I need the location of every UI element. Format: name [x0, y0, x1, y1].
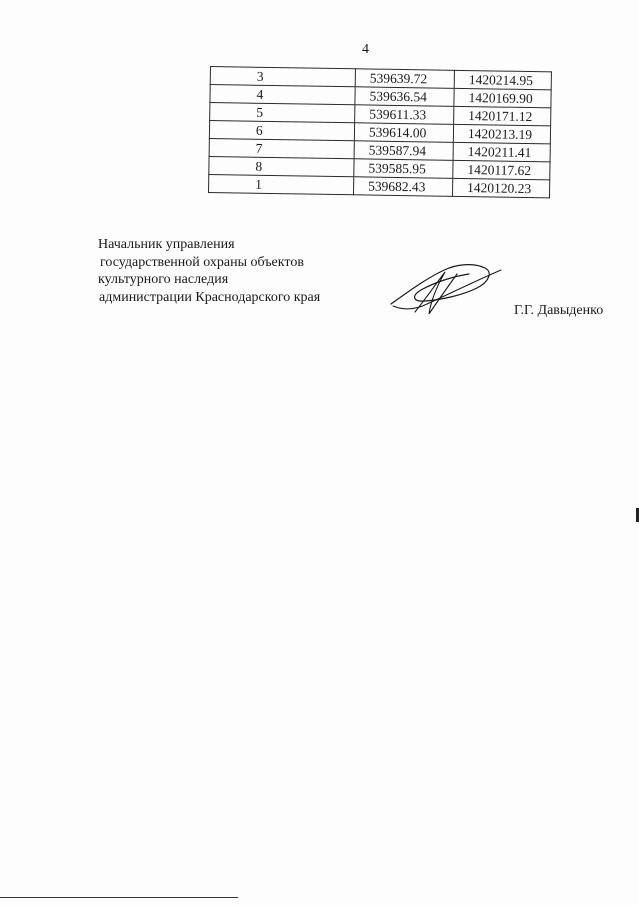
- coordinates-table: [208, 66, 552, 198]
- position-line: администрации Краснодарского края: [99, 289, 321, 305]
- x-coordinate-cell: 539587.94: [354, 141, 453, 161]
- x-coordinate-cell: 539639.72: [355, 69, 454, 89]
- handwritten-signature: [385, 258, 505, 320]
- point-number-cell: 8: [209, 156, 354, 176]
- y-coordinate-cell: 1420211.41: [453, 142, 550, 162]
- page-number: 4: [362, 42, 369, 57]
- x-coordinate-cell: 539636.54: [355, 87, 454, 107]
- point-number-cell: 4: [210, 85, 355, 105]
- footer-rule: [0, 897, 238, 898]
- x-coordinate-cell: 539682.43: [353, 177, 452, 197]
- point-number-cell: 3: [210, 67, 355, 87]
- point-number-cell: 5: [210, 103, 355, 123]
- y-coordinate-cell: 1420214.95: [454, 70, 551, 90]
- y-coordinate-cell: 1420120.23: [452, 178, 549, 198]
- x-coordinate-cell: 539611.33: [355, 105, 454, 125]
- position-line: Начальник управления: [98, 237, 235, 252]
- x-coordinate-cell: 539585.95: [354, 159, 453, 179]
- point-number-cell: 1: [209, 174, 354, 194]
- y-coordinate-cell: 1420213.19: [453, 124, 550, 144]
- position-line: культурного наследия: [98, 272, 229, 287]
- point-number-cell: 6: [209, 121, 354, 141]
- position-line: государственной охраны объектов: [100, 254, 304, 270]
- signatory-position: [98, 236, 320, 306]
- point-number-cell: 7: [209, 138, 354, 158]
- x-coordinate-cell: 539614.00: [354, 123, 453, 143]
- signer-name: Г.Г. Давыденко: [514, 303, 604, 318]
- y-coordinate-cell: 1420171.12: [454, 106, 551, 126]
- y-coordinate-cell: 1420117.62: [453, 160, 550, 180]
- y-coordinate-cell: 1420169.90: [454, 88, 551, 108]
